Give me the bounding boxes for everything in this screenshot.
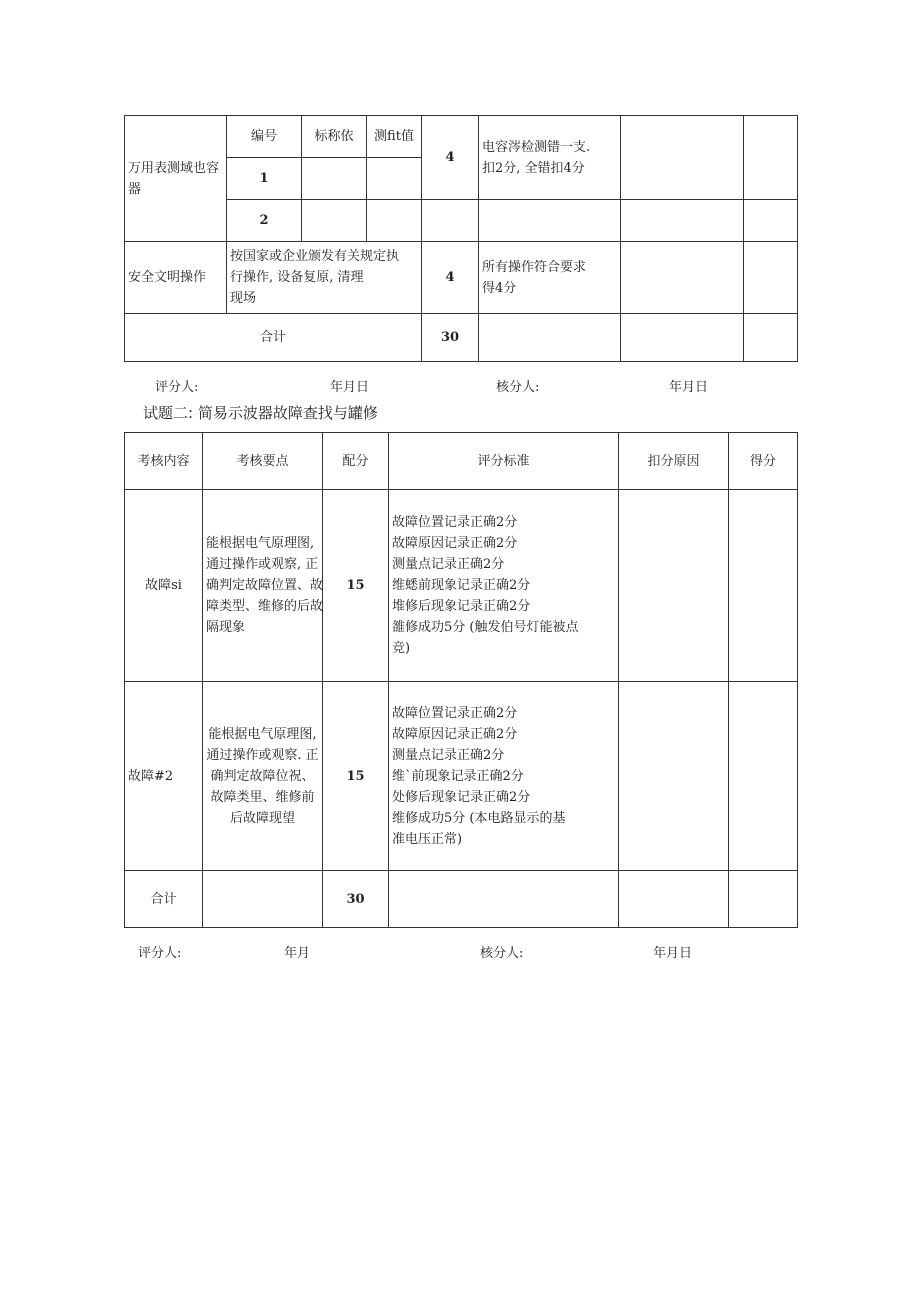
- sub-header-number: 编号: [227, 116, 302, 158]
- deduction-reason-cell[interactable]: [619, 871, 729, 928]
- total-points: 30: [323, 871, 389, 928]
- scorer-label: 评分人:: [155, 380, 199, 395]
- fault-1-label: 故障si: [125, 490, 203, 682]
- header-points: 配分: [323, 433, 389, 490]
- checker-date: 年月日: [653, 946, 693, 961]
- deduction-reason-cell[interactable]: [619, 682, 729, 871]
- safety-description: 按国家或企业颁发有关规定执 行操作, 设备复原, 清理 现场: [227, 242, 422, 314]
- measured-value-cell[interactable]: [367, 158, 422, 200]
- score-cell[interactable]: [729, 682, 798, 871]
- scoring-table-2: [124, 432, 798, 928]
- nominal-value-cell[interactable]: [302, 158, 367, 200]
- safety-item-label: 安全文明操作: [125, 242, 227, 314]
- multimeter-item-label: 万用表测域也容器: [125, 116, 227, 242]
- score-cell[interactable]: [744, 242, 798, 314]
- deduction-reason-cell[interactable]: [621, 200, 744, 242]
- score-cell[interactable]: [744, 200, 798, 242]
- fault-1-key-points: 能根据电气原理图, 通过操作或观察, 正 确判定故障位置、故 障类型、维修的后故 隔现象: [203, 490, 323, 682]
- fault-2-points: 15: [323, 682, 389, 871]
- deduction-reason-cell[interactable]: [619, 490, 729, 682]
- score-cell[interactable]: [744, 116, 798, 200]
- fault-2-criteria: 故障位置记录正确2分 故障原因记录正确2分 测量点记录正确2分 维`前现象记录正确2分 处修后现象记录正确2分 维修成功5分 (本电路显示的基 准电压正常): [389, 682, 619, 871]
- fault-2-key-points: 能根据电气原理图, 通过操作或观察. 正 确判定故障位祝、 故障类里、维修前 后故障现望: [203, 682, 323, 871]
- deduction-reason-cell[interactable]: [621, 242, 744, 314]
- total-points: 30: [422, 314, 479, 362]
- sub-header-measured: 测fit值: [367, 116, 422, 158]
- multimeter-points: 4: [422, 116, 479, 200]
- total-label: 合计: [125, 314, 422, 362]
- header-content: 考核内容: [125, 433, 203, 490]
- nominal-value-cell[interactable]: [302, 200, 367, 242]
- header-deduction-reason: 扣分原因: [619, 433, 729, 490]
- checker-date: 年月日: [669, 380, 709, 395]
- deduction-reason-cell[interactable]: [621, 116, 744, 200]
- measured-value-cell[interactable]: [367, 200, 422, 242]
- deduction-reason-cell[interactable]: [621, 314, 744, 362]
- sub-header-nominal: 标称依: [302, 116, 367, 158]
- checker-label: 核分人:: [480, 946, 524, 961]
- score-cell[interactable]: [729, 871, 798, 928]
- safety-criteria: 所有操作符合要求 得4分: [479, 242, 621, 314]
- header-key-points: 考核要点: [203, 433, 323, 490]
- total-label: 合计: [125, 871, 203, 928]
- scoring-table-1: [124, 115, 798, 362]
- fault-1-criteria: 故障位置记录正确2分 故障原因记录正确2分 测量点记录正确2分 维蟋前现象记录正确2分 堆修后现象记录正确2分 雒修成功5分 (触发伯号灯能被点 竞): [389, 490, 619, 682]
- fault-1-points: 15: [323, 490, 389, 682]
- safety-points: 4: [422, 242, 479, 314]
- scorer-date: 年月日: [330, 380, 370, 395]
- header-score: 得分: [729, 433, 798, 490]
- row-number: 1: [227, 158, 302, 200]
- score-cell[interactable]: [744, 314, 798, 362]
- fault-2-label: 故障#2: [125, 682, 203, 871]
- multimeter-criteria: 电容涔检测错一支. 扣2分, 全错扣4分: [479, 116, 621, 200]
- section-heading: 试题二: 简易示波器故障查找与罐修: [143, 404, 378, 422]
- row-number: 2: [227, 200, 302, 242]
- checker-label: 核分人:: [496, 380, 540, 395]
- score-cell[interactable]: [729, 490, 798, 682]
- scorer-date: 年月: [284, 946, 311, 961]
- header-criteria: 评分标准: [389, 433, 619, 490]
- scorer-label: 评分人:: [138, 946, 182, 961]
